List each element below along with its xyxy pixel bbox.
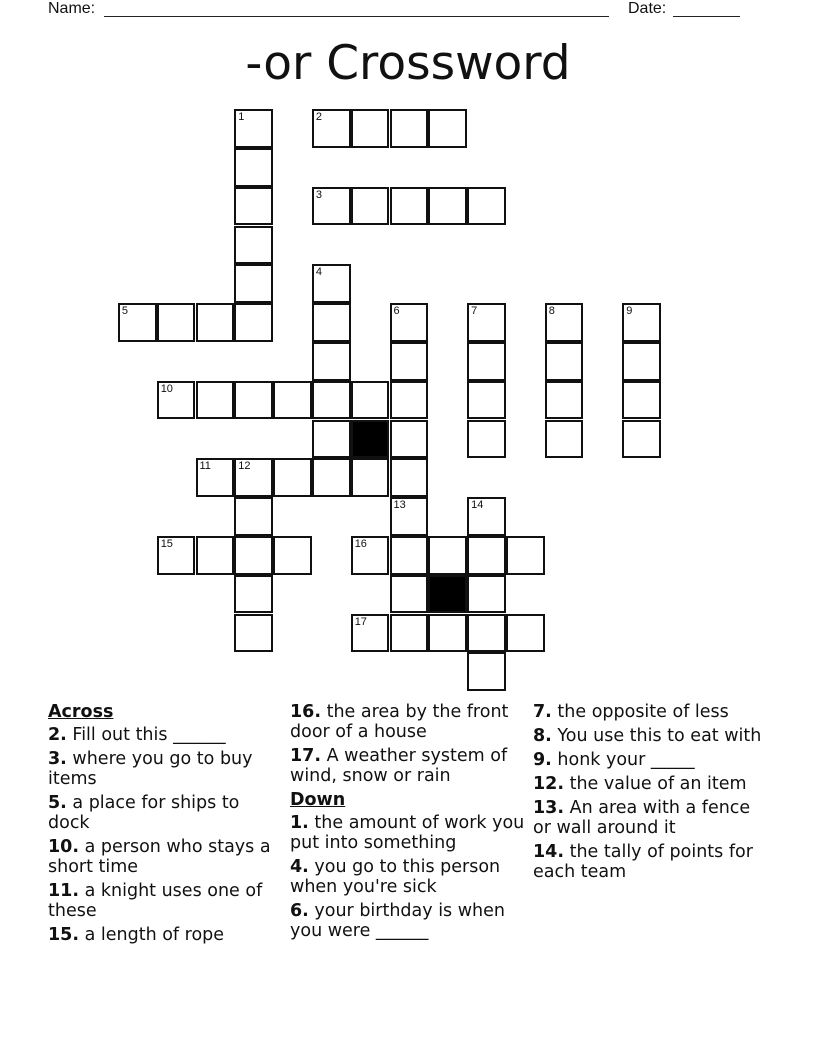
grid-cell[interactable] [467,497,506,536]
grid-cell[interactable] [390,497,429,536]
grid-cell[interactable] [351,109,390,148]
clue-text: your birthday is when you were ______ [290,901,505,941]
cell-number: 1 [238,111,245,124]
clue-number: 8. [533,726,552,746]
across-clue [48,749,283,789]
down-heading: Down [290,790,346,810]
grid-cell[interactable] [234,264,273,303]
grid-cell[interactable] [467,342,506,381]
grid-cell[interactable] [118,303,157,342]
across-clue [290,746,525,786]
grid-cell[interactable] [157,536,196,575]
across-clue [48,793,283,833]
clue-text: where you go to buy items [48,749,253,789]
cell-number: 6 [393,305,400,318]
cell-number: 11 [199,460,211,473]
clue-text: a person who stays a short time [48,837,271,877]
grid-cell[interactable] [390,420,429,459]
grid-cell[interactable] [157,381,196,420]
clue-number: 4. [290,857,309,877]
grid-cell[interactable] [273,536,312,575]
grid-cell[interactable] [428,109,467,148]
clue-text: a knight uses one of these [48,881,263,921]
grid-cell[interactable] [351,536,390,575]
across-clue [48,725,283,745]
down-clue [533,842,768,882]
grid-cell[interactable] [545,420,584,459]
grid-cell[interactable] [234,303,273,342]
across-clue [290,702,525,742]
down-clue [533,702,768,722]
clue-number: 13. [533,798,565,818]
cell-number: 14 [471,499,484,512]
grid-cell[interactable] [196,458,235,497]
grid-cell[interactable] [390,187,429,226]
down-clue [533,774,768,794]
name-label: Name: [48,0,96,17]
cell-number: 17 [354,615,367,628]
grid-cell[interactable] [390,381,429,420]
grid-cell[interactable] [467,420,506,459]
across-heading: Across [48,702,114,722]
grid-cell[interactable] [234,536,273,575]
cell-number: 12 [238,460,251,473]
clue-text: the opposite of less [557,702,729,722]
across-clue [48,881,283,921]
clue-text: You use this to eat with [557,726,762,746]
grid-cell[interactable] [545,381,584,420]
clue-text: the area by the front door of a house [290,702,509,742]
clue-text: you go to this person when you're sick [290,857,501,897]
clue-number: 3. [48,749,67,769]
grid-cell[interactable] [506,536,545,575]
grid-cell[interactable] [234,109,273,148]
cell-number: 13 [393,499,406,512]
grid-cell[interactable] [467,536,506,575]
grid-cell[interactable] [390,303,429,342]
clue-number: 5. [48,793,67,813]
grid-cell[interactable] [312,303,351,342]
grid-cell[interactable] [196,536,235,575]
grid-cell[interactable] [467,381,506,420]
grid-cell[interactable] [234,497,273,536]
clues-column-1 [48,700,283,949]
clue-text: A weather system of wind, snow or rain [290,746,508,786]
blocked-cell [428,575,467,614]
cell-number: 4 [315,266,323,279]
down-clue [290,813,525,853]
clue-number: 16. [290,702,322,722]
clue-text: a length of rope [84,925,225,945]
grid-cell[interactable] [312,187,351,226]
cell-number: 10 [160,382,173,395]
clue-text: the value of an item [569,774,747,794]
grid-cell[interactable] [196,381,235,420]
clue-text: the amount of work you put into something [290,813,525,853]
down-clue [290,857,525,897]
clues-column-2 [290,700,525,945]
grid-cell[interactable] [467,575,506,614]
down-clue [290,901,525,941]
clue-number: 2. [48,725,67,745]
date-label: Date: [628,0,667,17]
grid-cell[interactable] [428,536,467,575]
grid-cell[interactable] [312,381,351,420]
clue-number: 15. [48,925,80,945]
clue-number: 14. [533,842,565,862]
grid-cell[interactable] [390,536,429,575]
clue-text: a place for ships to dock [48,793,240,833]
grid-cell[interactable] [390,109,429,148]
clue-number: 10. [48,837,80,857]
grid-cell[interactable] [428,614,467,653]
grid-cell[interactable] [196,303,235,342]
clues-column-3 [533,700,768,886]
down-clue [533,726,768,746]
clue-text: An area with a fence or wall around it [533,798,751,838]
grid-cell[interactable] [428,187,467,226]
grid-cell[interactable] [622,342,661,381]
down-clue [533,798,768,838]
grid-cell[interactable] [545,303,584,342]
grid-cell[interactable] [351,187,390,226]
grid-cell[interactable] [390,342,429,381]
grid-cell[interactable] [506,614,545,653]
across-clue [48,837,283,877]
grid-cell[interactable] [467,303,506,342]
grid-cell[interactable] [467,187,506,226]
grid-cell[interactable] [234,458,273,497]
clue-number: 9. [533,750,552,770]
grid-cell[interactable] [390,458,429,497]
grid-cell[interactable] [467,652,506,691]
across-clue [48,925,283,945]
grid-cell[interactable] [273,381,312,420]
grid-cell[interactable] [622,420,661,459]
cell-number: 7 [471,305,478,318]
grid-cell[interactable] [234,148,273,187]
page-title: -or Crossword [245,36,571,91]
cell-number: 5 [121,305,129,318]
cell-number: 8 [548,305,555,318]
grid-cell[interactable] [622,303,661,342]
clue-number: 12. [533,774,565,794]
cell-number: 15 [160,537,173,550]
grid-cell[interactable] [234,187,273,226]
grid-cell[interactable] [351,381,390,420]
grid-cell[interactable] [312,342,351,381]
grid-cell[interactable] [351,458,390,497]
blocked-cell [351,420,390,459]
grid-cell[interactable] [273,458,312,497]
grid-cell[interactable] [234,614,273,653]
grid-cell[interactable] [467,614,506,653]
grid-cell[interactable] [312,109,351,148]
clue-number: 7. [533,702,552,722]
cell-number: 3 [315,188,323,201]
clue-number: 6. [290,901,309,921]
grid-cell[interactable] [545,342,584,381]
grid-cell[interactable] [622,381,661,420]
grid-cell[interactable] [390,575,429,614]
grid-cell[interactable] [157,303,196,342]
clue-number: 1. [290,813,309,833]
grid-cell[interactable] [234,381,273,420]
clue-text: Fill out this ______ [72,725,226,745]
grid-cell[interactable] [312,264,351,303]
clue-text: honk your _____ [557,750,695,770]
clue-text: the tally of points for each team [533,842,753,882]
grid-cell[interactable] [351,614,390,653]
grid-cell[interactable] [312,420,351,459]
cell-number: 2 [315,111,323,124]
grid-cell[interactable] [234,575,273,614]
down-clue [533,750,768,770]
grid-cell[interactable] [390,614,429,653]
clue-number: 17. [290,746,322,766]
clue-number: 11. [48,881,80,901]
cell-number: 16 [354,537,367,550]
cell-number: 9 [626,305,633,318]
grid-cell[interactable] [234,226,273,265]
grid-cell[interactable] [312,458,351,497]
